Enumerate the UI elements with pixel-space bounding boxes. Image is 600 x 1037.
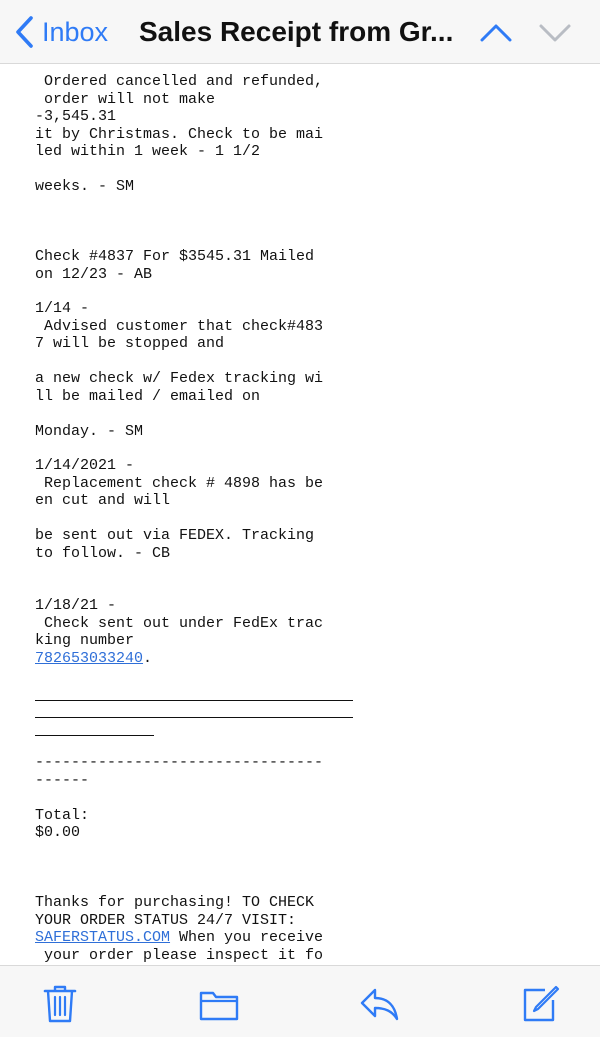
cancellation-note: Ordered cancelled and refunded, order will not make -3,545.31 it by Christmas. Check to be mai led within 1 week - 1 1/2	[35, 73, 324, 160]
check-sent-note: 1/18/21 - Check sent out under FedEx trac king number	[35, 597, 324, 649]
compose-icon	[519, 984, 561, 1024]
tracking-suffix: .	[143, 650, 153, 667]
weeks-line: weeks. - SM	[35, 178, 135, 195]
back-to-inbox-button[interactable]	[14, 12, 108, 52]
check-mailed-note: Check #4837 For $3545.31 Mailed on 12/23 - AB	[35, 248, 315, 283]
total-value: $0.00	[35, 824, 81, 841]
tracking-line	[35, 650, 365, 668]
total-label: Total:	[35, 807, 90, 824]
back-label: Inbox	[42, 17, 109, 47]
separator-line	[35, 735, 154, 736]
reply-button[interactable]	[358, 984, 400, 1024]
advised-customer-note: 1/14 - Advised customer that check#483 7 will be stopped and	[35, 300, 324, 352]
bottom-toolbar	[0, 965, 600, 1037]
fedex-note: be sent out via FEDEX. Tracking to follow. - CB	[35, 527, 315, 562]
move-to-folder-button[interactable]	[198, 984, 240, 1024]
tracking-number-link[interactable]: 782653033240	[35, 650, 144, 667]
inspect-text: When you receive your order please inspect it fo	[44, 929, 324, 964]
delete-button[interactable]	[39, 984, 81, 1024]
thanks-text: Thanks for purchasing! TO CHECK YOUR ORDER STATUS 24/7 VISIT:	[35, 894, 315, 929]
email-body[interactable]	[0, 64, 600, 965]
thanks-paragraph	[35, 894, 365, 964]
folder-icon	[198, 984, 240, 1024]
message-title: Sales Receipt from Gr...	[139, 16, 454, 47]
replacement-check-note: 1/14/2021 - Replacement check # 4898 has be en cut and will	[35, 457, 324, 509]
dash-separator: -------------------------------- ------	[35, 754, 324, 789]
reply-icon	[358, 984, 400, 1024]
separator-line	[35, 700, 353, 701]
chevron-left-icon	[14, 15, 34, 49]
next-message-button[interactable]	[537, 16, 573, 48]
saferstatus-link[interactable]: SAFERSTATUS.COM	[35, 929, 171, 946]
previous-message-button[interactable]	[478, 16, 514, 48]
separator-line	[35, 717, 353, 718]
monday-line: Monday. - SM	[35, 423, 144, 440]
navigation-bar	[0, 0, 600, 64]
chevron-up-icon	[478, 16, 514, 48]
new-check-note: a new check w/ Fedex tracking wi ll be mailed / emailed on	[35, 370, 324, 405]
chevron-down-icon	[537, 16, 573, 48]
compose-button[interactable]	[519, 984, 561, 1024]
trash-icon	[39, 984, 81, 1024]
